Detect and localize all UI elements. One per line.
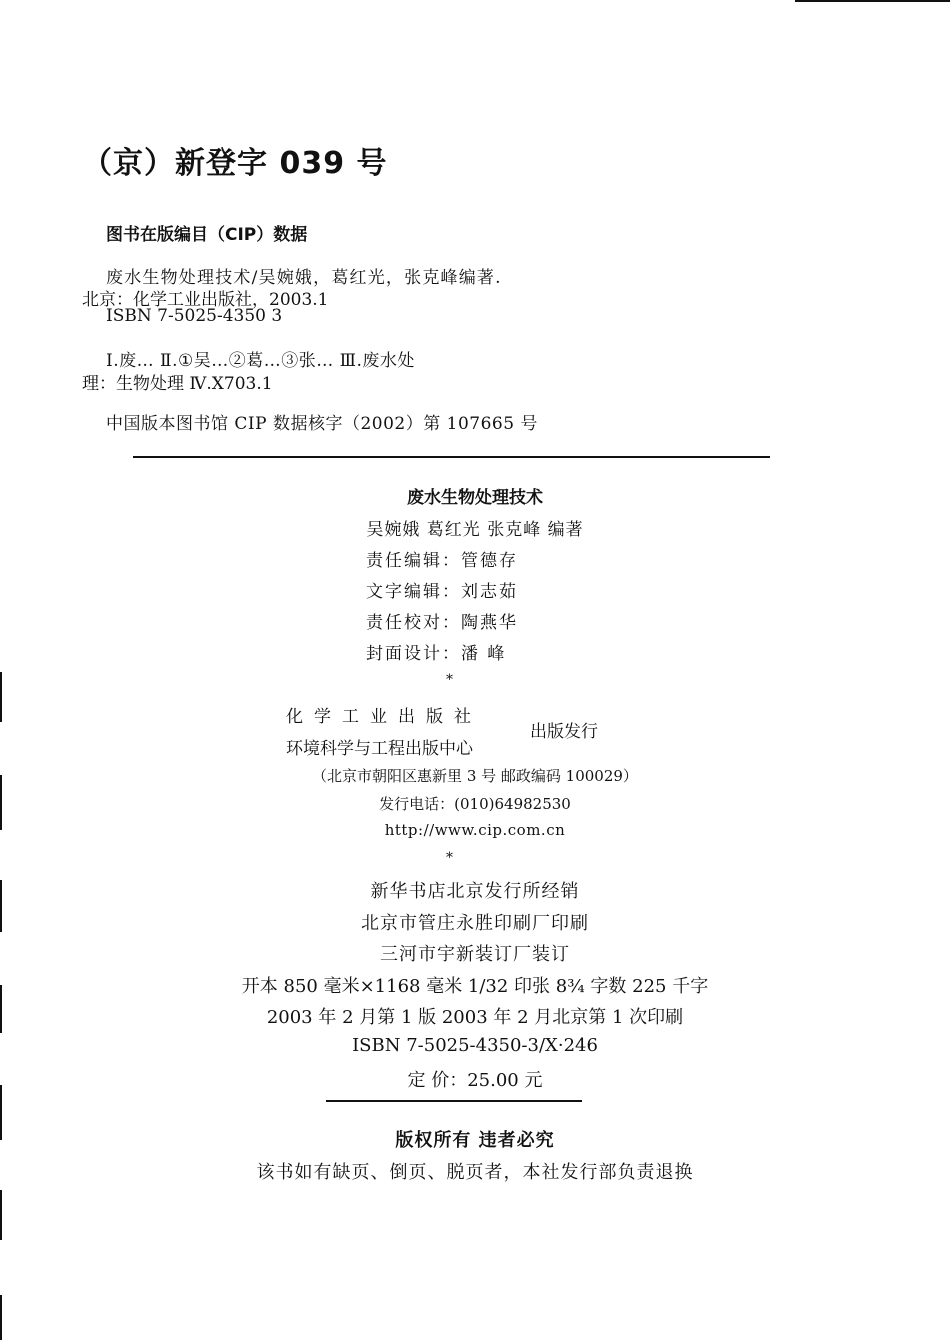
publisher-name: 化学工业出版社 (286, 707, 482, 727)
return-policy-notice: 该书如有缺页、倒页、脱页者，本社发行部负责退换 (256, 1162, 694, 1183)
cip-line: 理：生物处理 Ⅳ.X703.1 (82, 374, 273, 394)
cip-line: ISBN 7-5025-4350 3 (106, 306, 283, 326)
publisher-address: （北京市朝阳区惠新里 3 号 邮政编码 100029） (312, 767, 638, 785)
cip-heading: 图书在版编目（CIP）数据 (106, 225, 308, 245)
distributor-line: 新华书店北京发行所经销 (370, 881, 580, 902)
publisher-website: http://www.cip.com.cn (384, 821, 566, 839)
edition-line: 2003 年 2 月第 1 版 2003 年 2 月北京第 1 次印刷 (266, 1007, 684, 1028)
price-line: 定 价：25.00 元 (407, 1070, 543, 1091)
publisher-suffix: 出版发行 (530, 722, 598, 742)
credit-line: 封面设计：潘 峰 (366, 644, 507, 664)
left-edge-mark (0, 672, 2, 722)
credit-line: 责任编辑：管德存 (366, 551, 518, 571)
publisher-phone: 发行电话：(010)64982530 (379, 795, 571, 813)
top-edge-line (795, 0, 950, 2)
price-underline (326, 1100, 582, 1102)
printer-line: 北京市管庄永胜印刷厂印刷 (361, 913, 589, 934)
format-spec-line: 开本 850 毫米×1168 毫米 1/32 印张 8¾ 字数 225 千字 (241, 976, 709, 997)
left-edge-mark (0, 1190, 2, 1240)
isbn-line: ISBN 7-5025-4350-3/X·246 (352, 1035, 598, 1056)
publishing-license-number: （京）新登字 039 号 (82, 146, 388, 181)
credit-line: 责任校对：陶燕华 (366, 613, 518, 633)
separator-star: * (446, 672, 453, 688)
credit-line: 文字编辑：刘志茹 (366, 582, 518, 602)
copyright-notice: 版权所有 违者必究 (395, 1130, 555, 1151)
cip-divider (133, 456, 770, 458)
book-title: 废水生物处理技术 (407, 488, 543, 508)
left-edge-mark (0, 1295, 2, 1340)
separator-star: * (446, 850, 453, 866)
binder-line: 三河市宇新装订厂装订 (380, 944, 570, 965)
cip-verification-line: 中国版本图书馆 CIP 数据核字（2002）第 107665 号 (106, 414, 538, 434)
cip-line: Ⅰ.废… Ⅱ.①吴…②葛…③张… Ⅲ.废水处 (106, 351, 415, 371)
cip-line: 北京：化学工业出版社，2003.1 (82, 290, 329, 310)
authors-line: 吴婉娥 葛红光 张克峰 编著 (366, 520, 584, 540)
publisher-center: 环境科学与工程出版中心 (286, 739, 473, 759)
cip-line: 废水生物处理技术/吴婉娥，葛红光，张克峰编著. (106, 268, 502, 288)
